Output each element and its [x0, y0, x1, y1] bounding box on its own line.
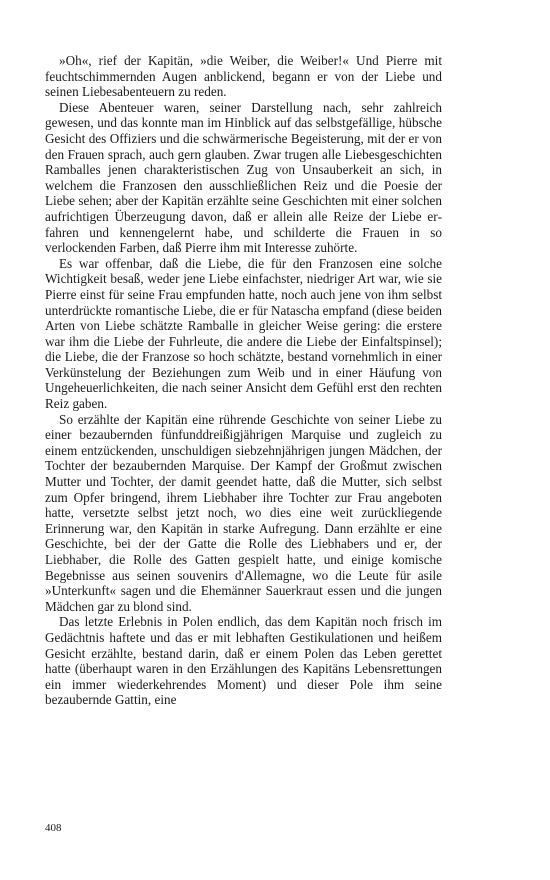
- page-number: 408: [45, 822, 62, 834]
- paragraph: Diese Abenteuer waren, seiner Darstellung nach, sehr zahlreich gewesen, und das konnte man im Hinblick auf das selbstgefällige, hübsche Gesicht des Offiziers und die schwärmerische Begeisterung, mit der er von den Frauen sprach, auch gern glauben. Zwar trugen alle Liebesgeschichten Ramballes jenen charakteristischen Zug von Unsauberkeit an sich, in welchem die Franzosen den ausschließlichen Reiz und die Poesie der Liebe sehen; aber der Kapitän erzählte seine Geschichten mit einer solchen aufrichtigen Überzeugung davon, daß er allein alle Reize der Liebe erfahren und kennengelernt habe, und schilderte die Frauen in so verlockenden Farben, daß Pierre ihm mit Interesse zuhörte.: [45, 99, 442, 256]
- body-text: [45, 53, 442, 708]
- paragraph: Das letzte Erlebnis in Polen endlich, das dem Kapitän noch frisch im Gedächtnis haftete und das er mit lebhaften Gestikulationen und heißem Gesicht erzählte, bestand darin, daß er einem Polen das Leben gerettet hatte (überhaupt waren in den Erzählungen des Kapitäns Lebensrettungen ein immer wiederkehrendes Moment) und dieser Pole ihm seine bezaubernde Gattin, eine: [45, 614, 442, 708]
- paragraph: So erzählte der Kapitän eine rührende Geschichte von seiner Liebe zu einer bezaubernden fünfunddreißigjährigen Marquise und zugleich zu einem entzückenden, unschuldigen siebzehnjährigen jungen Mädchen, der Tochter der bezaubernden Marquise. Der Kampf der Großmut zwischen Mutter und Tochter, der damit geendet hatte, daß die Mutter, sich selbst zum Opfer bringend, ihrem Liebhaber ihre Tochter zur Frau angeboten hatte, versetzte selbst jetzt noch, wo dies eine weit zurückliegende Erinnerung war, den Kapitän in starke Aufregung. Dann erzählte er eine Geschichte, bei der der Gatte die Rolle des Liebhabers und er, der Liebhaber, die Rolle des Gatten gespielt hatte, und einige komische Begebnisse aus seinen souvenirs d'Allemagne, wo die Leute für asile »Unterkunft« sagen und die Ehemänner Sauerkraut essen und die jungen Mädchen gar zu blond sind.: [45, 411, 442, 614]
- paragraph: »Oh«, rief der Kapitän, »die Weiber, die Weiber!« Und Pierre mit feuchtschimmernden Augen anblickend, begann er von der Liebe und seinen Liebesabenteuern zu reden.: [45, 53, 442, 100]
- paragraph: Es war offenbar, daß die Liebe, die für den Franzosen eine solche Wichtigkeit besaß, weder jene Liebe einfachster, niedriger Art war, wie sie Pierre einst für seine Frau empfunden hatte, noch auch jene von ihm selbst unterdrückte romantische Liebe, die er für Natascha empfand (diese beiden Arten von Liebe schätzte Ramballe in gleicher Weise gering: die erstere war ihm die Liebe der Fuhrleute, die andere die Liebe der Einfaltspinsel); die Liebe, die der Franzose so hoch schätzte, bestand vornehmlich in einer Verkünstelung der Beziehungen zum Weib und in einer Häufung von Ungeheuerlichkeiten, die nach seiner Ansicht dem Gefühl erst den rechten Reiz gaben.: [45, 255, 442, 412]
